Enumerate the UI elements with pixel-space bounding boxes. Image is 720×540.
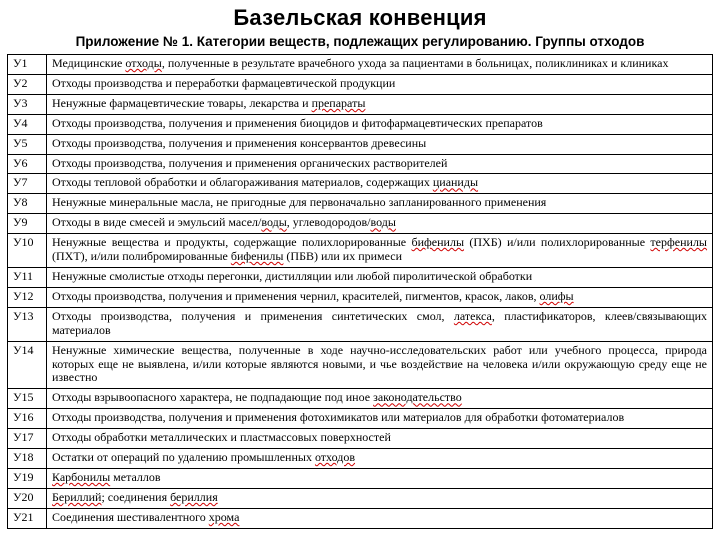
table-row — [8, 174, 713, 194]
table-row — [8, 287, 713, 307]
table-row — [8, 341, 713, 389]
table-row — [8, 389, 713, 409]
category-code: У1 — [8, 55, 47, 75]
category-description: Отходы производства, получения и применения фотохимикатов или материалов для обработки фотоматериалов — [47, 409, 713, 429]
table-row — [8, 429, 713, 449]
category-code: У20 — [8, 488, 47, 508]
misspelled-word: Бериллий — [52, 489, 102, 504]
page-title: Базельская конвенция — [233, 5, 487, 30]
category-code: У7 — [8, 174, 47, 194]
table-row — [8, 307, 713, 341]
category-description: Бериллий; соединения бериллия — [47, 488, 713, 508]
misspelled-word: бифенилы — [230, 249, 284, 264]
table-row — [8, 74, 713, 94]
category-description: Отходы производства, получения и применения чернил, красителей, пигментов, красок, лаков, олифы — [47, 287, 713, 307]
category-description: Остатки от операций по удалению промышленных отходов — [47, 449, 713, 469]
category-description: Отходы производства и переработки фармацевтической продукции — [47, 74, 713, 94]
table-row — [8, 488, 713, 508]
category-code: У5 — [8, 134, 47, 154]
misspelled-word: хрома — [208, 509, 240, 524]
category-description: Ненужные фармацевтические товары, лекарства и препараты — [47, 94, 713, 114]
table-body — [8, 55, 713, 529]
category-code: У19 — [8, 468, 47, 488]
table-row — [8, 214, 713, 234]
waste-categories-table — [7, 54, 713, 529]
misspelled-word: отходов — [314, 450, 356, 465]
category-description: Отходы производства, получения и применения органических растворителей — [47, 154, 713, 174]
category-description: Отходы производства, получения и применения консервантов древесины — [47, 134, 713, 154]
misspelled-word: бериллия — [170, 489, 218, 504]
category-description: Ненужные вещества и продукты, содержащие полихлорированные бифенилы (ПХБ) и/или полихлорированные терфенилы (ПХТ), и/или полибромированные бифенилы (ПБВ) или их примеси — [47, 234, 713, 268]
table-row — [8, 134, 713, 154]
category-description: Отходы в виде смесей и эмульсий масел/воды, углеводородов/воды — [47, 214, 713, 234]
table-row — [8, 194, 713, 214]
category-code: У9 — [8, 214, 47, 234]
misspelled-word: латекса — [453, 308, 492, 323]
misspelled-word: отходы — [125, 56, 162, 70]
category-description: Отходы обработки металлических и пластмассовых поверхностей — [47, 429, 713, 449]
category-description: Карбонилы металлов — [47, 468, 713, 488]
category-code: У10 — [8, 234, 47, 268]
category-code: У18 — [8, 449, 47, 469]
category-code: У4 — [8, 114, 47, 134]
category-description: Медицинские отходы, полученные в результате врачебного ухода за пациентами в больницах, поликлиниках и клиниках — [47, 55, 713, 75]
category-code: У16 — [8, 409, 47, 429]
category-description: Отходы производства, получения и применения синтетических смол, латекса, пластификаторов, клеев/связывающих материалов — [47, 307, 713, 341]
misspelled-word: цианиды — [432, 175, 479, 190]
category-code: У14 — [8, 341, 47, 389]
misspelled-word: законодательство — [373, 390, 462, 405]
misspelled-word: олифы — [539, 288, 574, 303]
table-row — [8, 508, 713, 528]
misspelled-word: терфенилы — [650, 235, 707, 250]
category-code: У8 — [8, 194, 47, 214]
category-description: Отходы взрывоопасного характера, не подпадающие под иное законодательство — [47, 389, 713, 409]
category-code: У13 — [8, 307, 47, 341]
page-subtitle: Приложение № 1. Категории веществ, подлежащих регулированию. Группы отходов — [75, 34, 645, 49]
misspelled-word: воды — [370, 215, 396, 230]
category-code: У12 — [8, 287, 47, 307]
category-code: У2 — [8, 74, 47, 94]
table-row — [8, 449, 713, 469]
category-code: У17 — [8, 429, 47, 449]
misspelled-word: воды — [261, 215, 287, 230]
table-row — [8, 154, 713, 174]
misspelled-word: бифенилы — [411, 235, 465, 250]
category-code: У11 — [8, 267, 47, 287]
table-row — [8, 267, 713, 287]
category-description: Соединения шестивалентного хрома — [47, 508, 713, 528]
table-row — [8, 468, 713, 488]
category-description: Ненужные химические вещества, полученные в ходе научно-исследовательских работ или учебного процесса, природа которых еще не выявлена, и/или которые являются новыми, и чье воздействие на человека и/или окружающую среду еще не известно — [47, 341, 713, 389]
category-description: Отходы производства, получения и применения биоцидов и фитофармацевтических препаратов — [47, 114, 713, 134]
table-row — [8, 55, 713, 75]
category-code: У21 — [8, 508, 47, 528]
table-row — [8, 94, 713, 114]
category-description: Отходы тепловой обработки и облагораживания материалов, содержащих цианиды — [47, 174, 713, 194]
category-description: Ненужные минеральные масла, не пригодные для первоначально запланированного применения — [47, 194, 713, 214]
table-row — [8, 114, 713, 134]
category-code: У15 — [8, 389, 47, 409]
table-row — [8, 234, 713, 268]
misspelled-word: Карбонилы — [52, 469, 111, 484]
category-description: Ненужные смолистые отходы перегонки, дистилляции или любой пиролитической обработки — [47, 267, 713, 287]
category-code: У3 — [8, 94, 47, 114]
slide — [0, 5, 720, 540]
category-code: У6 — [8, 154, 47, 174]
table-row — [8, 409, 713, 429]
misspelled-word: препараты — [311, 95, 366, 110]
